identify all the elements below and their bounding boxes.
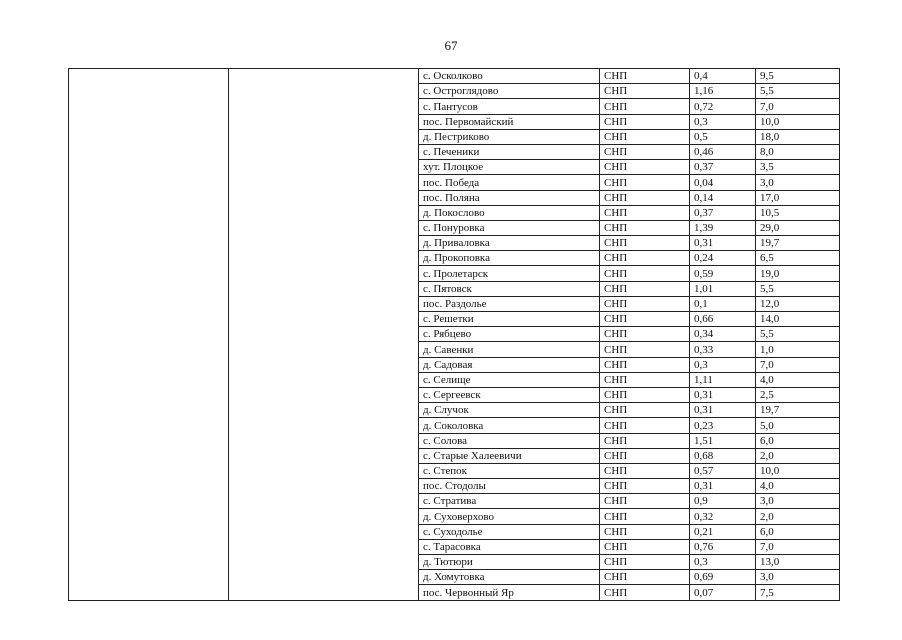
value-2-cell: 13,0 — [756, 555, 840, 570]
settlement-name-cell: д. Савенки — [419, 342, 600, 357]
value-1-cell: 0,33 — [690, 342, 756, 357]
value-1-cell: 0,34 — [690, 327, 756, 342]
settlement-type-cell: СНП — [600, 312, 690, 327]
value-1-cell: 0,66 — [690, 312, 756, 327]
settlement-type-cell: СНП — [600, 509, 690, 524]
settlement-type-cell: СНП — [600, 433, 690, 448]
value-2-cell: 10,0 — [756, 114, 840, 129]
settlement-name-cell: с. Остроглядово — [419, 84, 600, 99]
settlement-type-cell: СНП — [600, 357, 690, 372]
settlement-type-cell: СНП — [600, 129, 690, 144]
value-2-cell: 2,0 — [756, 509, 840, 524]
value-2-cell: 9,5 — [756, 69, 840, 84]
value-2-cell: 5,0 — [756, 418, 840, 433]
value-1-cell: 0,37 — [690, 160, 756, 175]
value-1-cell: 0,14 — [690, 190, 756, 205]
value-1-cell: 0,24 — [690, 251, 756, 266]
settlement-type-cell: СНП — [600, 479, 690, 494]
value-2-cell: 5,5 — [756, 327, 840, 342]
value-2-cell: 19,7 — [756, 403, 840, 418]
settlement-name-cell: с. Стратива — [419, 494, 600, 509]
value-1-cell: 0,3 — [690, 555, 756, 570]
settlement-name-cell: пос. Первомайский — [419, 114, 600, 129]
value-2-cell: 7,0 — [756, 539, 840, 554]
value-2-cell: 6,0 — [756, 524, 840, 539]
settlement-type-cell: СНП — [600, 342, 690, 357]
settlements-table — [68, 68, 840, 601]
settlement-name-cell: с. Старые Халеевичи — [419, 448, 600, 463]
settlement-type-cell: СНП — [600, 555, 690, 570]
value-2-cell: 19,0 — [756, 266, 840, 281]
value-2-cell: 14,0 — [756, 312, 840, 327]
settlement-name-cell: д. Случок — [419, 403, 600, 418]
value-2-cell: 3,0 — [756, 175, 840, 190]
value-2-cell: 2,0 — [756, 448, 840, 463]
value-1-cell: 0,21 — [690, 524, 756, 539]
value-2-cell: 5,5 — [756, 281, 840, 296]
settlement-name-cell: хут. Плоцкое — [419, 160, 600, 175]
value-2-cell: 10,0 — [756, 463, 840, 478]
settlement-type-cell: СНП — [600, 160, 690, 175]
settlement-type-cell: СНП — [600, 175, 690, 190]
table-row — [69, 69, 840, 84]
settlement-type-cell: СНП — [600, 539, 690, 554]
blank-column-1 — [69, 69, 229, 601]
settlement-type-cell: СНП — [600, 463, 690, 478]
settlement-name-cell: пос. Червонный Яр — [419, 585, 600, 600]
settlement-type-cell: СНП — [600, 114, 690, 129]
value-1-cell: 1,51 — [690, 433, 756, 448]
value-2-cell: 17,0 — [756, 190, 840, 205]
value-2-cell: 4,0 — [756, 479, 840, 494]
settlement-name-cell: с. Осколково — [419, 69, 600, 84]
value-2-cell: 8,0 — [756, 144, 840, 159]
settlement-name-cell: с. Понуровка — [419, 220, 600, 235]
value-1-cell: 0,9 — [690, 494, 756, 509]
settlement-type-cell: СНП — [600, 448, 690, 463]
value-2-cell: 3,0 — [756, 570, 840, 585]
settlement-name-cell: с. Тарасовка — [419, 539, 600, 554]
settlement-name-cell: с. Пантусов — [419, 99, 600, 114]
value-2-cell: 19,7 — [756, 236, 840, 251]
settlement-name-cell: пос. Поляна — [419, 190, 600, 205]
settlement-name-cell: д. Соколовка — [419, 418, 600, 433]
value-2-cell: 6,5 — [756, 251, 840, 266]
value-1-cell: 0,31 — [690, 236, 756, 251]
value-1-cell: 1,39 — [690, 220, 756, 235]
settlement-name-cell: пос. Победа — [419, 175, 600, 190]
settlement-name-cell: с. Селище — [419, 372, 600, 387]
settlement-name-cell: д. Садовая — [419, 357, 600, 372]
settlement-type-cell: СНП — [600, 144, 690, 159]
settlement-name-cell: д. Тютюри — [419, 555, 600, 570]
value-1-cell: 1,16 — [690, 84, 756, 99]
value-2-cell: 7,0 — [756, 99, 840, 114]
settlement-type-cell: СНП — [600, 236, 690, 251]
settlement-type-cell: СНП — [600, 570, 690, 585]
settlement-type-cell: СНП — [600, 387, 690, 402]
value-1-cell: 0,04 — [690, 175, 756, 190]
settlement-type-cell: СНП — [600, 69, 690, 84]
settlement-name-cell: д. Хомутовка — [419, 570, 600, 585]
settlement-type-cell: СНП — [600, 327, 690, 342]
settlement-type-cell: СНП — [600, 220, 690, 235]
settlement-type-cell: СНП — [600, 251, 690, 266]
value-1-cell: 0,37 — [690, 205, 756, 220]
settlement-name-cell: с. Пятовск — [419, 281, 600, 296]
value-1-cell: 0,4 — [690, 69, 756, 84]
value-1-cell: 0,5 — [690, 129, 756, 144]
value-2-cell: 29,0 — [756, 220, 840, 235]
settlement-name-cell: с. Солова — [419, 433, 600, 448]
value-1-cell: 1,01 — [690, 281, 756, 296]
settlement-name-cell: с. Степок — [419, 463, 600, 478]
value-2-cell: 7,5 — [756, 585, 840, 600]
value-1-cell: 0,76 — [690, 539, 756, 554]
value-2-cell: 10,5 — [756, 205, 840, 220]
value-1-cell: 0,57 — [690, 463, 756, 478]
settlement-name-cell: д. Прокоповка — [419, 251, 600, 266]
value-2-cell: 4,0 — [756, 372, 840, 387]
value-2-cell: 6,0 — [756, 433, 840, 448]
value-1-cell: 0,23 — [690, 418, 756, 433]
value-1-cell: 0,07 — [690, 585, 756, 600]
settlement-type-cell: СНП — [600, 205, 690, 220]
value-1-cell: 0,46 — [690, 144, 756, 159]
settlement-name-cell: с. Пролетарск — [419, 266, 600, 281]
settlement-type-cell: СНП — [600, 84, 690, 99]
settlement-name-cell: с. Рябцево — [419, 327, 600, 342]
settlement-type-cell: СНП — [600, 524, 690, 539]
blank-column-2 — [229, 69, 419, 601]
settlement-name-cell: пос. Стодолы — [419, 479, 600, 494]
value-2-cell: 18,0 — [756, 129, 840, 144]
settlement-name-cell: д. Суховерхово — [419, 509, 600, 524]
value-1-cell: 0,68 — [690, 448, 756, 463]
value-2-cell: 5,5 — [756, 84, 840, 99]
value-1-cell: 0,31 — [690, 387, 756, 402]
settlement-type-cell: СНП — [600, 266, 690, 281]
settlement-name-cell: пос. Раздолье — [419, 296, 600, 311]
settlement-name-cell: с. Решетки — [419, 312, 600, 327]
settlement-name-cell: с. Печеники — [419, 144, 600, 159]
value-2-cell: 7,0 — [756, 357, 840, 372]
value-1-cell: 0,1 — [690, 296, 756, 311]
settlement-type-cell: СНП — [600, 494, 690, 509]
value-2-cell: 2,5 — [756, 387, 840, 402]
settlement-name-cell: с. Сергеевск — [419, 387, 600, 402]
value-1-cell: 0,31 — [690, 403, 756, 418]
value-2-cell: 1,0 — [756, 342, 840, 357]
settlement-type-cell: СНП — [600, 403, 690, 418]
settlement-name-cell: с. Суходолье — [419, 524, 600, 539]
settlement-type-cell: СНП — [600, 99, 690, 114]
value-2-cell: 3,5 — [756, 160, 840, 175]
settlement-type-cell: СНП — [600, 190, 690, 205]
value-1-cell: 0,59 — [690, 266, 756, 281]
value-1-cell: 0,72 — [690, 99, 756, 114]
settlement-name-cell: д. Покослово — [419, 205, 600, 220]
value-1-cell: 1,11 — [690, 372, 756, 387]
settlement-type-cell: СНП — [600, 296, 690, 311]
settlement-type-cell: СНП — [600, 418, 690, 433]
value-1-cell: 0,69 — [690, 570, 756, 585]
page-number: 67 — [444, 38, 458, 53]
settlement-type-cell: СНП — [600, 281, 690, 296]
value-2-cell: 3,0 — [756, 494, 840, 509]
value-2-cell: 12,0 — [756, 296, 840, 311]
value-1-cell: 0,32 — [690, 509, 756, 524]
value-1-cell: 0,3 — [690, 357, 756, 372]
settlement-type-cell: СНП — [600, 585, 690, 600]
table-body — [69, 69, 840, 601]
settlement-name-cell: д. Приваловка — [419, 236, 600, 251]
value-1-cell: 0,3 — [690, 114, 756, 129]
value-1-cell: 0,31 — [690, 479, 756, 494]
settlement-name-cell: д. Пестриково — [419, 129, 600, 144]
settlement-type-cell: СНП — [600, 372, 690, 387]
